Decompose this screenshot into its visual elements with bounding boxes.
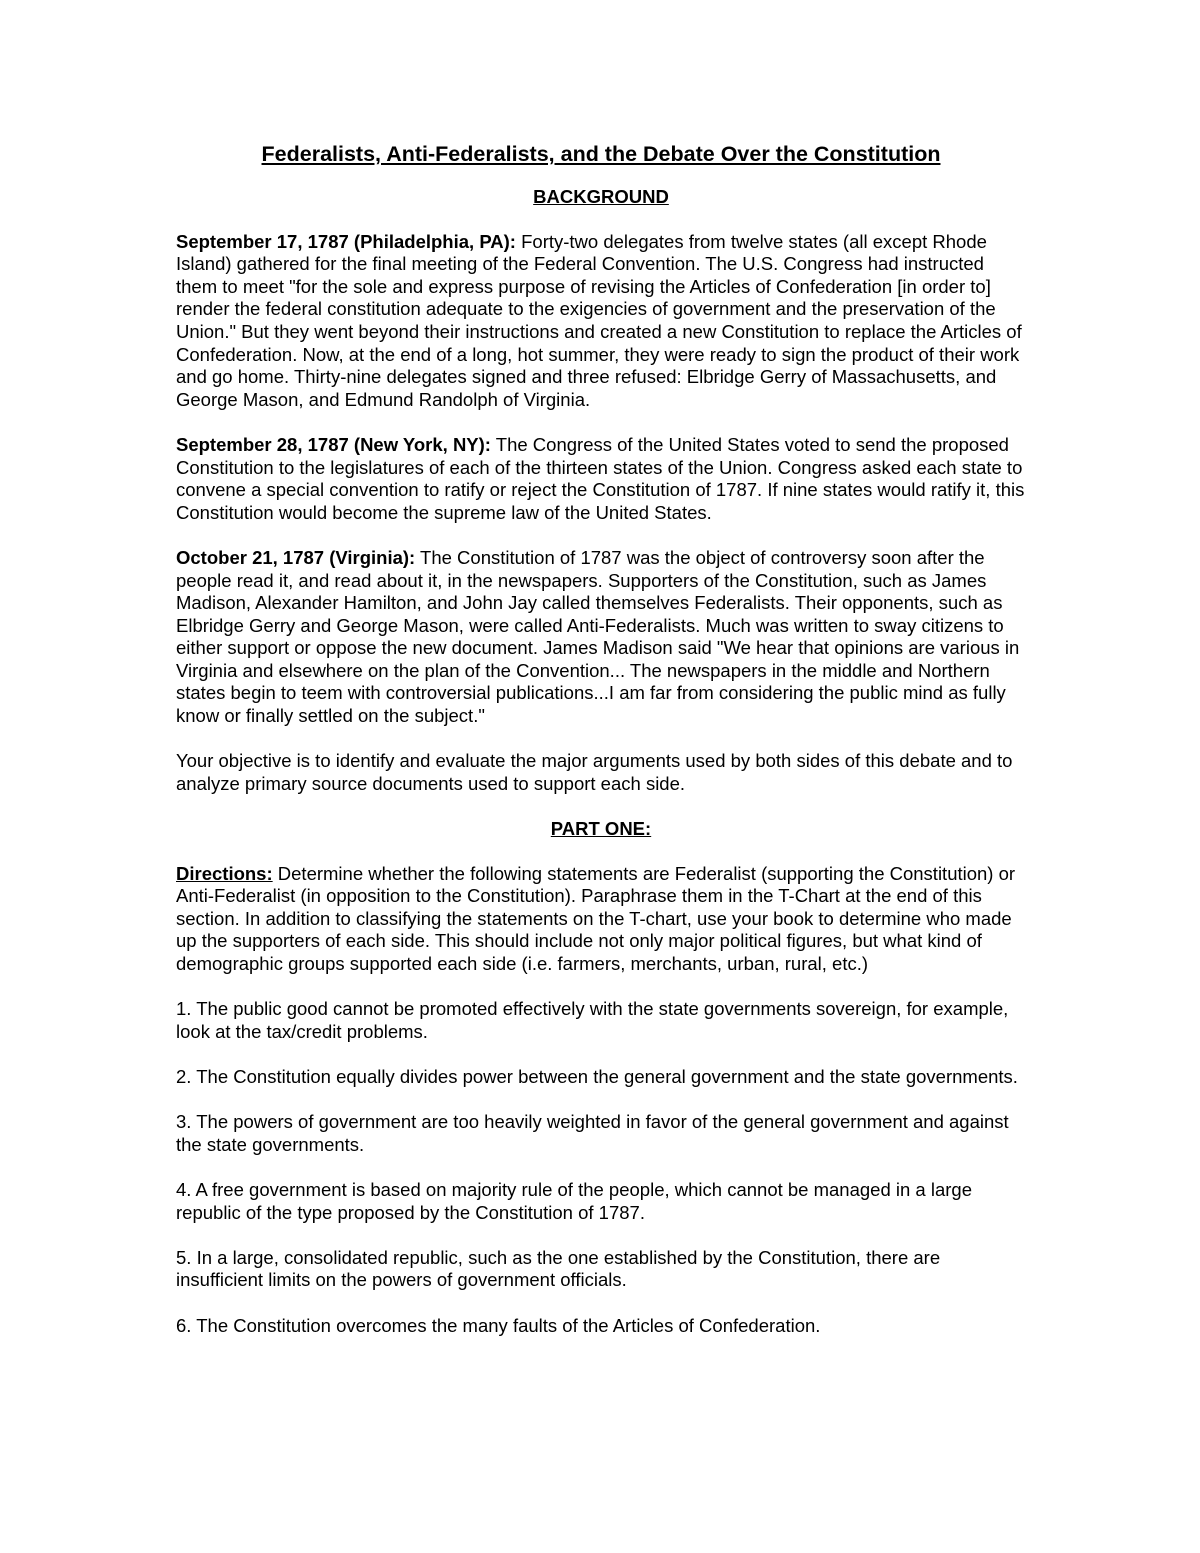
document-page: [176, 140, 1026, 1360]
statement-item: 2. The Constitution equally divides power between the general government and the state governments.: [176, 1065, 1018, 1087]
entry-text: The Congress of the United States voted to send the proposed Constitution to the legislatures of each of the thirteen states of the Union. Congress asked each state to convene a special convention to ratify or reject the Constitution of 1787. If nine states would ratify it, this Constitution would become the supreme law of the United States.: [176, 433, 1025, 523]
statement-item: 4. A free government is based on majority rule of the people, which cannot be managed in a large republic of the type proposed by the Constitution of 1787.: [176, 1178, 972, 1223]
entry-date: September 17, 1787 (Philadelphia, PA):: [176, 230, 516, 252]
entry-date: September 28, 1787 (New York, NY):: [176, 433, 491, 455]
statement-item: 1. The public good cannot be promoted effectively with the state governments sovereign, for example, look at the tax/credit problems.: [176, 998, 1009, 1042]
part-one-heading: PART ONE:: [550, 818, 652, 840]
background-entry: [176, 434, 1026, 524]
background-entry: [176, 231, 1026, 412]
statement-item: 3. The powers of government are too heavily weighted in favor of the general government and against the state governments.: [176, 1111, 1009, 1155]
document-title: Federalists, Anti-Federalists, and the Debate Over the Constitution: [261, 142, 941, 166]
statement-item: 5. In a large, consolidated republic, such as the one established by the Constitution, there are insufficient limits on the powers of government officials.: [176, 1246, 941, 1291]
entry-text: Forty-two delegates from twelve states (all except Rhode Island) gathered for the final meeting of the Federal Convention. The U.S. Congress had instructed them to meet "for the sole and express purpose of revising the Articles of Confederation [in order to] render the federal constitution adequate to the exigencies of government and the preservation of the Union." But they went beyond their instructions and created a new Constitution to replace the Articles of Confederation. Now, at the end of a long, hot summer, they were ready to sign the product of their work and go home. Thirty-nine delegates signed and three refused: Elbridge Gerry of Massachusetts, and George Mason, and Edmund Randolph of Virginia.: [176, 230, 1022, 410]
directions-text: Determine whether the following statements are Federalist (supporting the Constitution) or Anti-Federalist (in opposition to the Constitution). Paraphrase them in the T-Chart at the end of this section. In addition to classifying the statements on the T-chart, use your book to determine who made up the supporters of each side. This should include not only major political figures, but what kind of demographic groups supported each side (i.e. farmers, merchants, urban, rural, etc.): [176, 862, 1016, 974]
background-entry: [176, 547, 1026, 728]
directions-paragraph: [176, 863, 1026, 976]
entry-date: October 21, 1787 (Virginia):: [176, 546, 416, 568]
directions-label: Directions:: [176, 862, 273, 884]
entry-text: The Constitution of 1787 was the object of controversy soon after the people read it, and read about it, in the newspapers. Supporters of the Constitution, such as James Madison, Alexander Hamilton, and John Jay called themselves Federalists. Their opponents, such as Elbridge Gerry and George Mason, were called Anti-Federalists. Much was written to sway citizens to either support or oppose the new document. James Madison said "We hear that opinions are various in Virginia and elsewhere on the plan of the Convention... The newspapers in the middle and Northern states begin to teem with controversial publications...I am far from considering the public mind as fully know or finally settled on the subject.": [176, 546, 1020, 727]
background-heading: BACKGROUND: [533, 186, 669, 207]
objective-paragraph: Your objective is to identify and evaluate the major arguments used by both sides of this debate and to analyze primary source documents used to support each side.: [176, 750, 1013, 794]
statement-item: 6. The Constitution overcomes the many faults of the Articles of Confederation.: [176, 1314, 821, 1336]
